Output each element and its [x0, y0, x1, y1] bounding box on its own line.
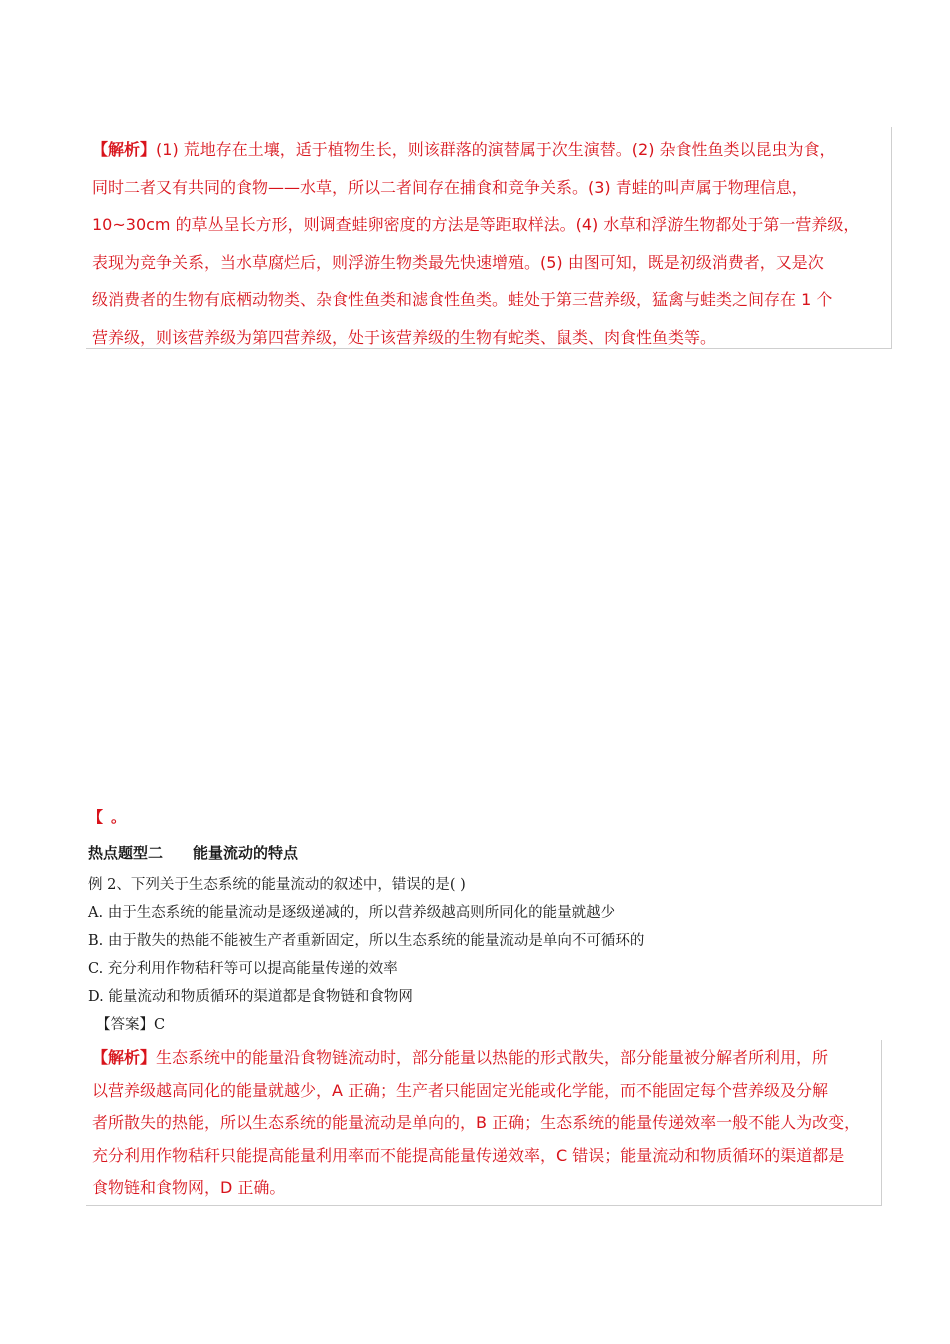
- option-a: A. 由于生态系统的能量流动是逐级递减的，所以营养级越高则所同化的能量就越少: [88, 905, 616, 921]
- bracket-dot: 。: [111, 808, 127, 826]
- analysis-2-line-2: 以营养级越高同化的能量就越少，A 正确；生产者只能固定光能或化学能，而不能固定每个营养级及分解: [92, 1080, 829, 1100]
- analysis-box-1: [86, 127, 892, 349]
- analysis-1-tag: 【解析】: [92, 140, 157, 159]
- option-d: D. 能量流动和物质循环的渠道都是食物链和食物网: [88, 989, 413, 1005]
- analysis-1-line-3: 10~30cm 的草丛呈长方形，则调查蛙卵密度的方法是等距取样法。(4) 水草和浮游生物都处于第一营养级，: [92, 215, 860, 234]
- analysis-2-line-3: 者所散失的热能，所以生态系统的能量流动是单向的，B 正确；生态系统的能量传递效率一般不能人为改变，: [92, 1113, 861, 1132]
- option-c: C. 充分利用作物秸秆等可以提高能量传递的效率: [88, 961, 398, 977]
- analysis-2-line-5: 食物链和食物网，D 正确。: [92, 1178, 286, 1197]
- answer-line: [96, 1013, 165, 1034]
- section-heading-title: 能量流动的特点: [193, 844, 299, 862]
- bracket-mark: 【: [88, 808, 104, 826]
- analysis-box-2: [86, 1040, 882, 1206]
- answer-tag: 【答案】: [96, 1017, 154, 1033]
- question-stem: 例 2、下列关于生态系统的能量流动的叙述中，错误的是( ): [88, 877, 466, 893]
- section-heading-number: 热点题型二: [88, 844, 164, 862]
- analysis-1-line-5: 级消费者的生物有底栖动物类、杂食性鱼类和滤食性鱼类。蛙处于第三营养级，猛禽与蛙类之间存在 1 个: [92, 290, 833, 309]
- analysis-2-line-4: 充分利用作物秸秆只能提高能量利用率而不能提高能量传递效率，C 错误；能量流动和物质循环的渠道都是: [92, 1145, 845, 1165]
- option-b: B. 由于散失的热能不能被生产者重新固定，所以生态系统的能量流动是单向不可循环的: [88, 933, 645, 949]
- analysis-1-line-1: 【解析】(1) 荒地存在土壤，适于植物生长，则该群落的演替属于次生演替。(2) 杂食性鱼类以昆虫为食，: [92, 140, 836, 159]
- section-heading: [88, 842, 298, 863]
- analysis-2-tag: 【解析】: [92, 1048, 157, 1067]
- bracket-line: [88, 806, 126, 827]
- analysis-1-line-4: 表现为竞争关系，当水草腐烂后，则浮游生物类最先快速增殖。(5) 由图可知，既是初级消费者，又是次: [92, 252, 824, 272]
- answer-value: C: [154, 1017, 166, 1033]
- analysis-1-line-2: 同时二者又有共同的食物——水草，所以二者间存在捕食和竞争关系。(3) 青蛙的叫声属于物理信息，: [92, 177, 808, 197]
- analysis-2-line-1: 【解析】生态系统中的能量沿食物链流动时，部分能量以热能的形式散失，部分能量被分解者所利用，所: [92, 1048, 829, 1067]
- analysis-1-line-6: 营养级，则该营养级为第四营养级，处于该营养级的生物有蛇类、鼠类、肉食性鱼类等。: [92, 327, 717, 347]
